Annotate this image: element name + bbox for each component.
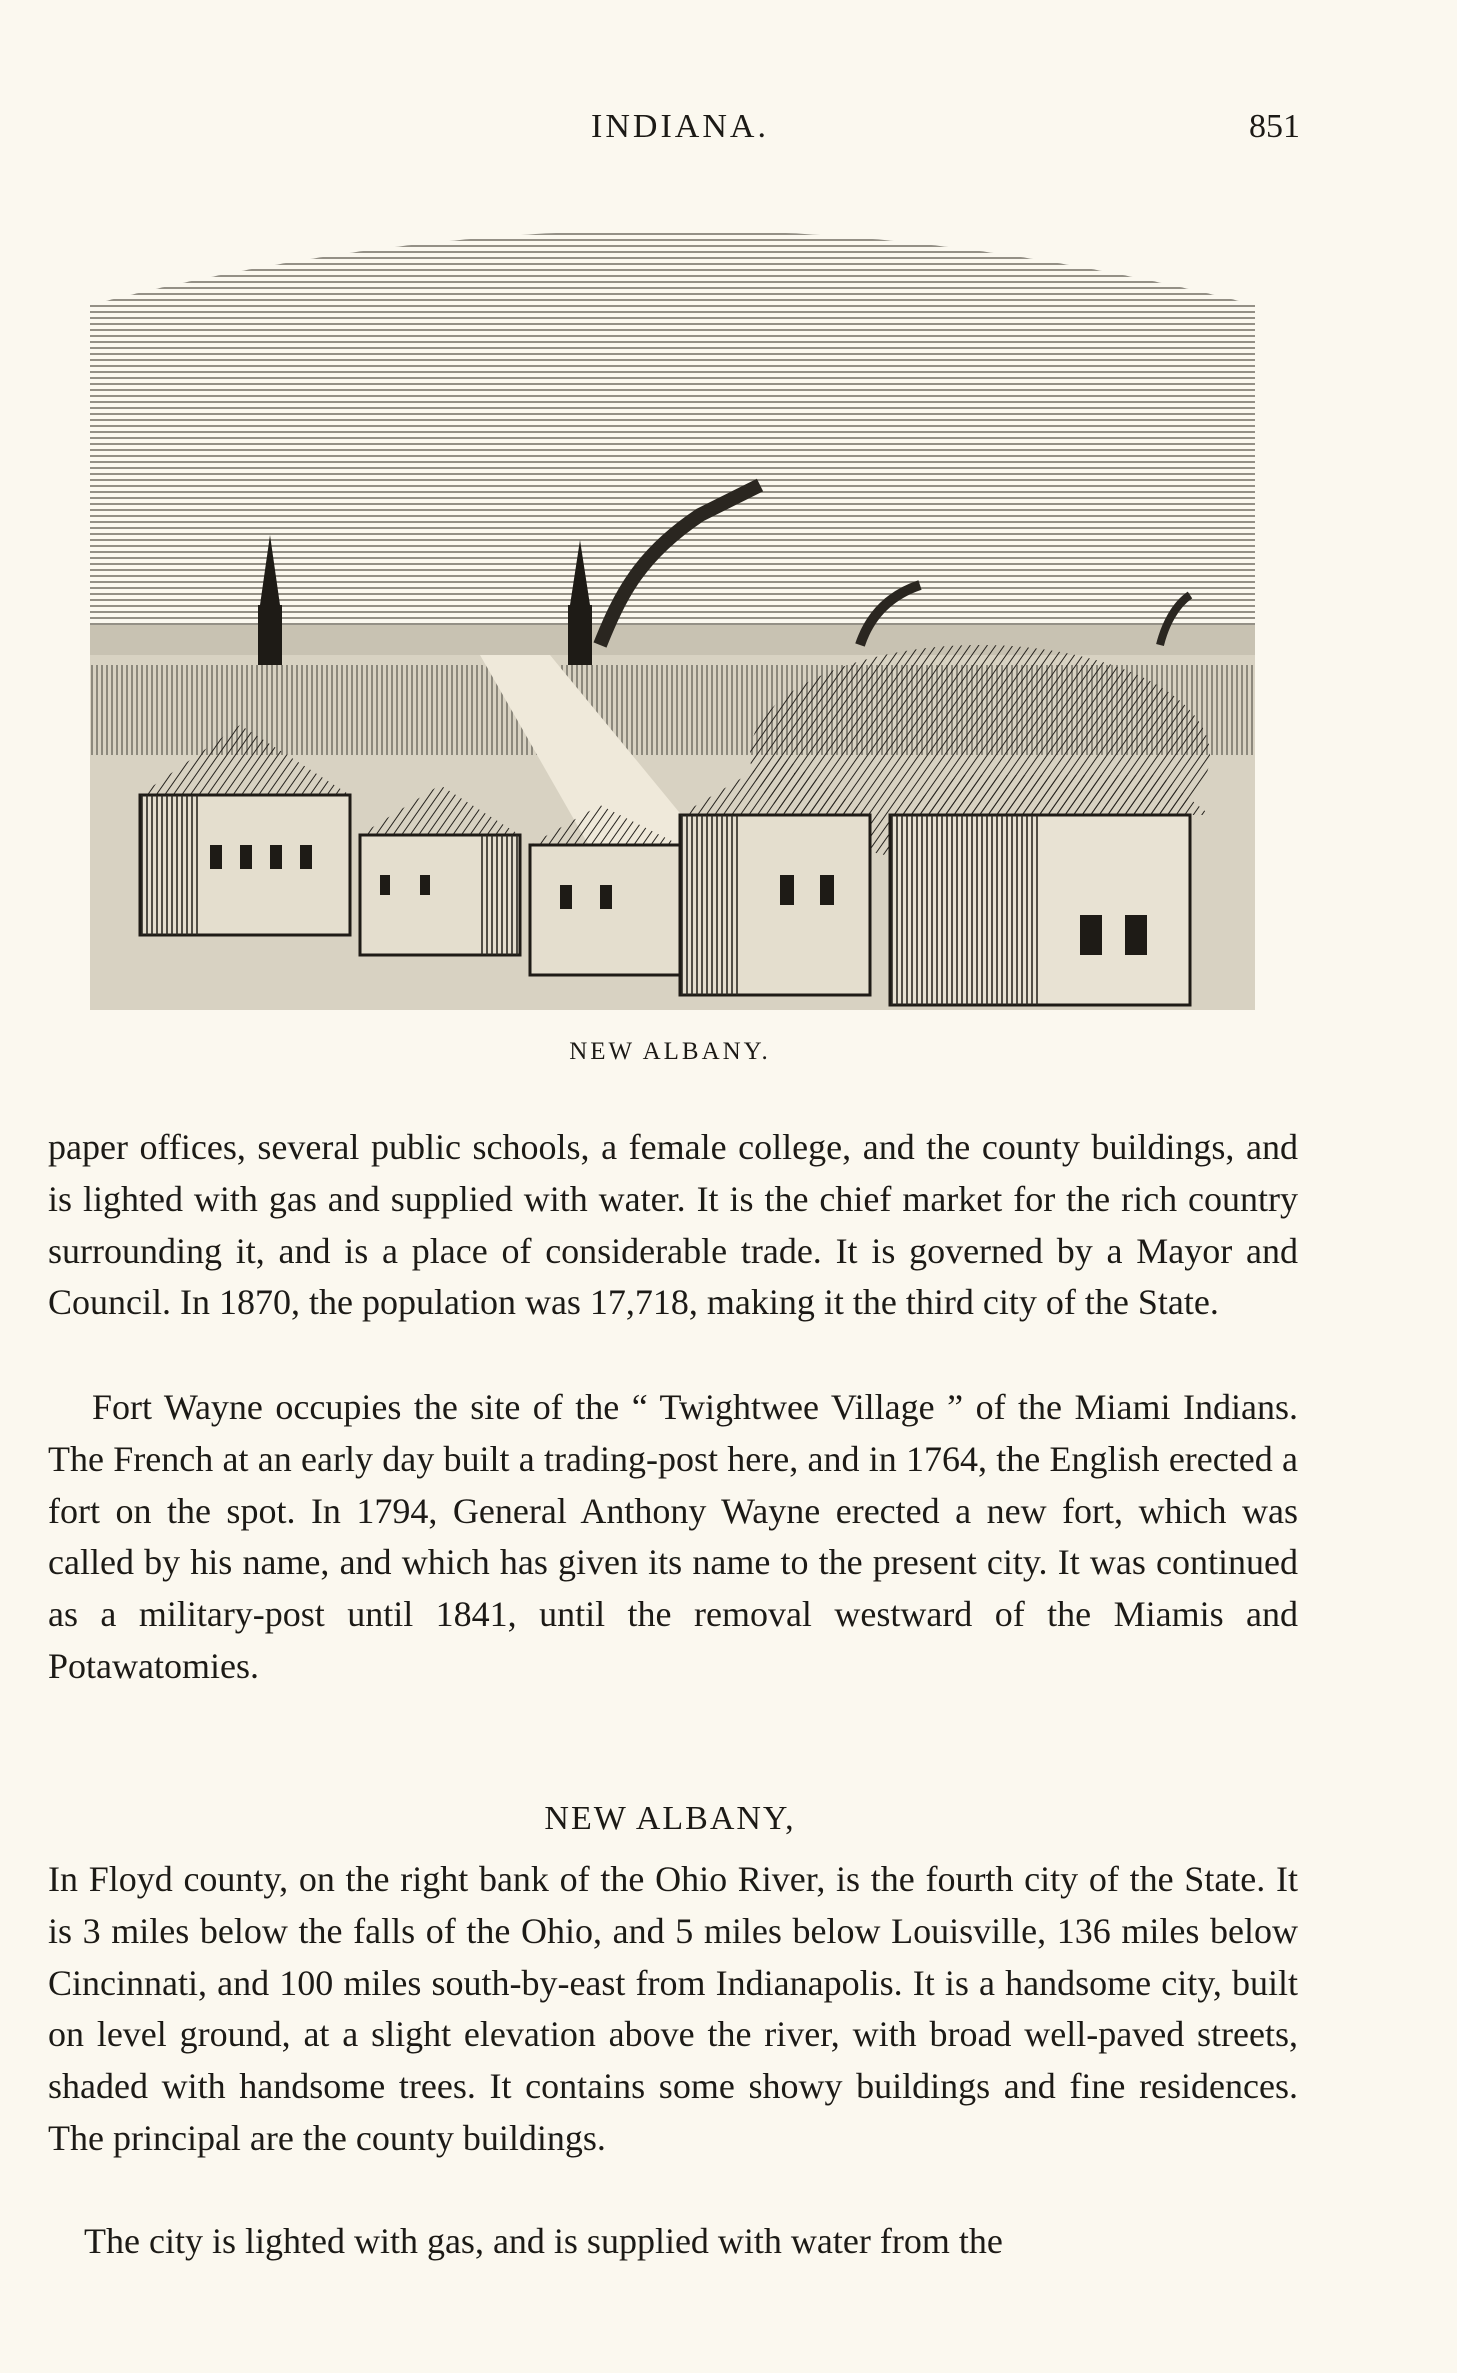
running-head [60, 108, 1300, 148]
paragraph-new-albany: In Floyd county, on the right bank of the Ohio River, is the fourth city of the State. It is 3 miles below the falls of the Ohio, and 5 miles below Louisville, 136 miles below Cincinnati, and 100 miles south-by-east from Indianapolis. It is a handsome city, built on level ground, at a slight elevation above the river, with broad well-paved streets, shaded with handsome trees. It contains some showy buildings and fine residences. The principal are the county buildings. [48, 1859, 1298, 2158]
page-number: 851 [1249, 108, 1300, 145]
new-albany-engraving [80, 195, 1265, 1010]
section-heading-new-albany: NEW ALBANY, [544, 1800, 796, 1837]
figure-caption: NEW ALBANY. [569, 1038, 771, 1065]
running-title: INDIANA. [591, 108, 769, 145]
paragraph-fort-wayne: Fort Wayne occupies the site of the “ Twightwee Village ” of the Miami Indians. The French at an early day built a trading-post here, and in 1764, the English erected a fort on the spot. In 1794, General Anthony Wayne erected a new fort, which was called by his name, and which has given its name to the present city. It was continued as a military-post until 1841, until the removal westward of the Miamis and Potawatomies. [48, 1387, 1298, 1686]
paragraph-continued: paper offices, several public schools, a female college, and the county buildings, and is lighted with gas and supplied with water. It is the chief market for the rich country surrounding it, and is a place of considerable trade. It is governed by a Mayor and Council. In 1870, the population was 17,718, making it the third city of the State. [48, 1127, 1298, 1323]
paragraph-city-gas: The city is lighted with gas, and is supplied with water from the [84, 2221, 1003, 2261]
